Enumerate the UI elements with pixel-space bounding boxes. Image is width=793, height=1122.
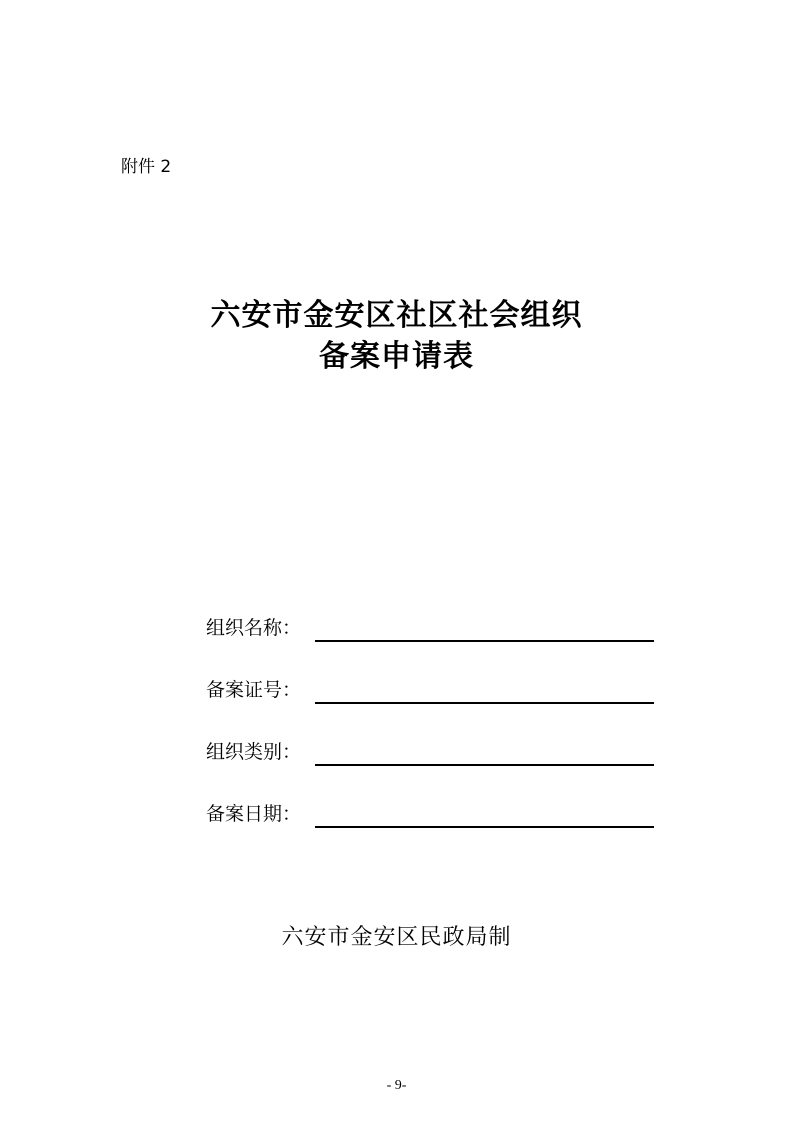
filing-certificate-number-label: 备案证号： — [206, 679, 302, 701]
filing-certificate-number-blank[interactable] — [315, 678, 654, 704]
organization-category-field — [206, 736, 654, 766]
filing-date-label: 备案日期： — [206, 803, 302, 825]
filing-date-field — [206, 798, 654, 828]
organization-category-label: 组织类别： — [206, 741, 302, 763]
form-title-line-2: 备案申请表 — [319, 339, 474, 374]
attachment-label: 附件 2 — [121, 157, 172, 177]
filing-certificate-number-field — [206, 674, 654, 704]
issuing-authority: 六安市金安区民政局制 — [281, 925, 512, 950]
organization-name-blank[interactable] — [315, 616, 654, 642]
organization-name-label: 组织名称： — [206, 617, 302, 639]
page-number: - 9- — [386, 1078, 407, 1093]
filing-date-blank[interactable] — [315, 802, 654, 828]
organization-name-field — [206, 612, 654, 642]
organization-category-blank[interactable] — [315, 740, 654, 766]
form-title-line-1: 六安市金安区社区社会组织 — [210, 298, 583, 333]
